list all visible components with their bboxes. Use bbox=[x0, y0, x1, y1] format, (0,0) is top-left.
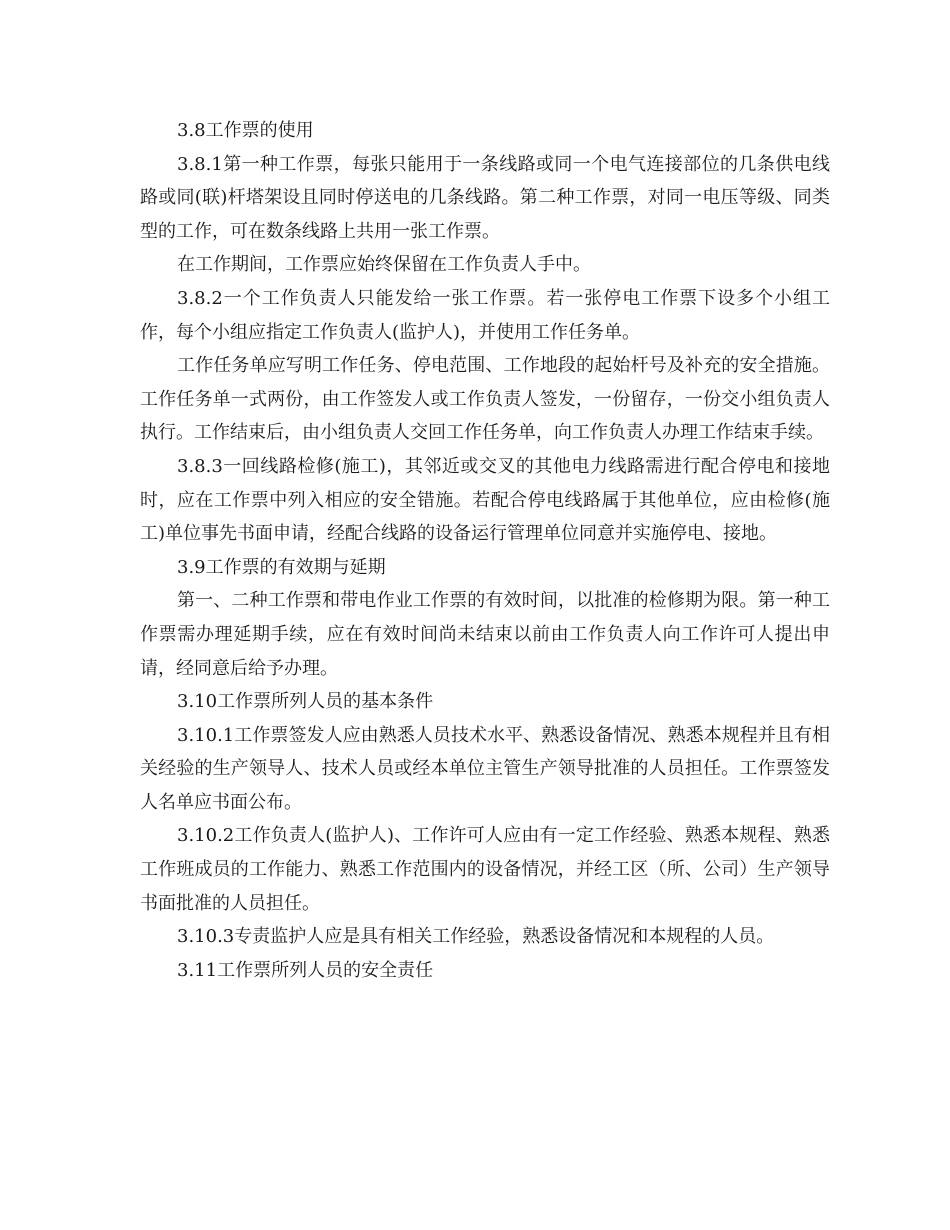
paragraph-3-10-2: 3.10.2工作负责人(监护人)、工作许可人应由有一定工作经验、熟悉本规程、熟悉工作班成员的工作能力、熟悉工作范围内的设备情况，并经工区（所、公司）生产领导书面批准的人员担任。 bbox=[140, 825, 830, 914]
paragraph-3-8-3: 3.8.3一回线路检修(施工)，其邻近或交叉的其他电力线路需进行配合停电和接地时，应在工作票中列入相应的安全错施。若配合停电线路属于其他单位，应由检修(施工)单位事先书面申请，经配合线路的设备运行管理单位同意并实施停电、接地。 bbox=[140, 455, 830, 545]
document-body bbox=[140, 114, 830, 987]
section-heading-3-8: 3.8工作票的使用 bbox=[177, 120, 314, 141]
paragraph-work-period: 在工作期间，工作票应始终保留在工作负责人手中。 bbox=[177, 254, 591, 276]
section-heading-3-10: 3.10工作票所列人员的基本条件 bbox=[177, 691, 434, 713]
section-heading-3-11: 3.11工作票所列人员的安全责任 bbox=[177, 959, 434, 981]
section-heading-3-9: 3.9工作票的有效期与延期 bbox=[177, 556, 386, 578]
paragraph-3-8-1: 3.8.1第一种工作票，每张只能用于一条线路或同一个电气连接部位的几条供电线路或同(联)杆塔架设且同时停送电的几条线路。第二种工作票，对同一电压等级、同类型的工作，可在数条线路上共用一张工作票。 bbox=[140, 153, 830, 242]
paragraph-validity: 第一、二种工作票和带电作业工作票的有效时间，以批准的检修期为限。第一种工作票需办理延期手续，应在有效时间尚未结束以前由工作负责人向工作许可人提出申请，经同意后给予办理。 bbox=[140, 590, 830, 679]
paragraph-3-8-2: 3.8.2一个工作负责人只能发给一张工作票。若一张停电工作票下设多个小组工作，每个小组应指定工作负责人(监护人)，并使用工作任务单。 bbox=[140, 287, 830, 343]
paragraph-task-sheet: 工作任务单应写明工作任务、停电范围、工作地段的起始杆号及补充的安全措施。工作任务单一式两份，由工作签发人或工作负责人签发，一份留存，一份交小组负责人执行。工作结束后，由小组负责人交回工作任务单，向工作负责人办理工作结束手续。 bbox=[140, 355, 830, 444]
paragraph-3-10-1: 3.10.1工作票签发人应由熟悉人员技术水平、熟悉设备情况、熟悉本规程并且有相关经验的生产领导人、技术人员或经本单位主管生产领导批准的人员担任。工作票签发人名单应书面公布。 bbox=[140, 724, 830, 813]
paragraph-3-10-3: 3.10.3专责监护人应是具有相关工作经验，熟悉设备情况和本规程的人员。 bbox=[177, 926, 775, 948]
